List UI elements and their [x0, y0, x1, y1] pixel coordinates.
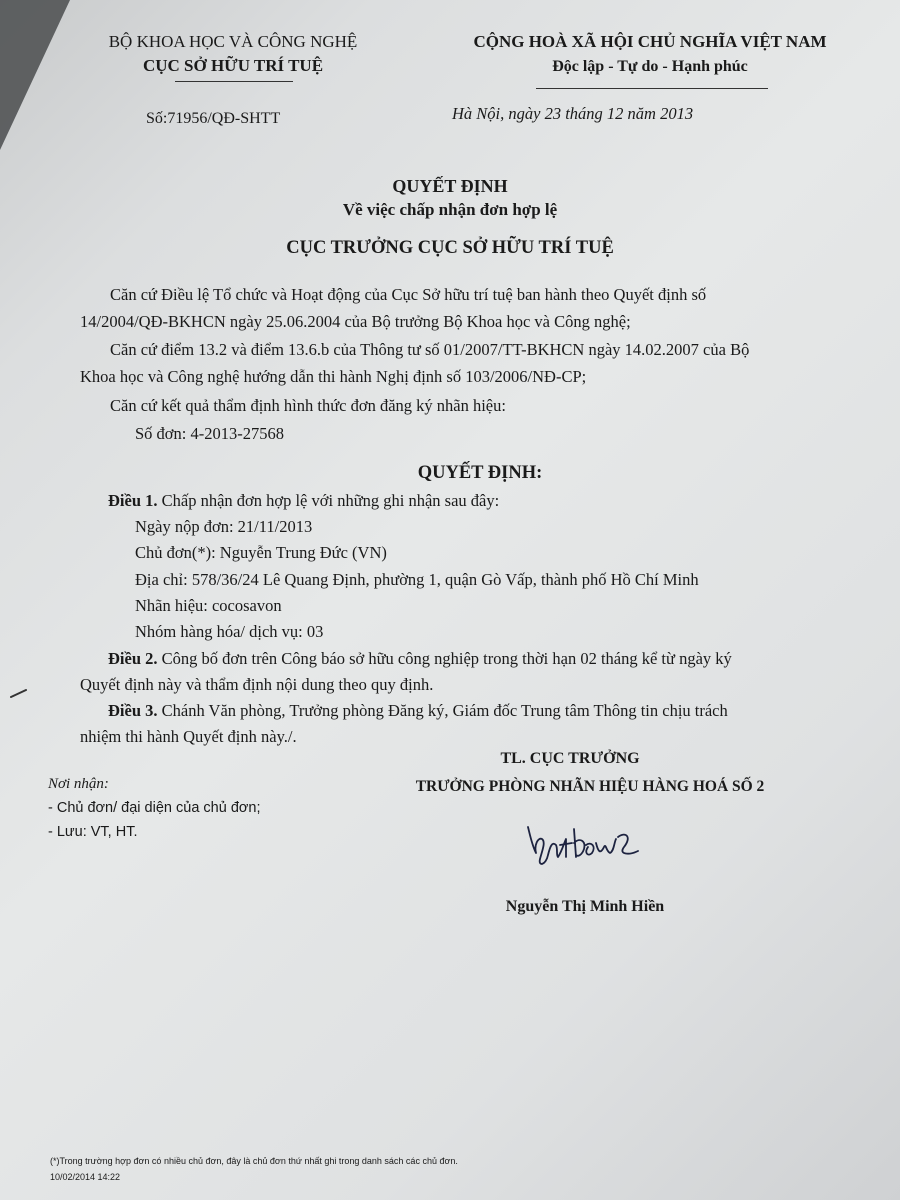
article-2-line-1	[108, 649, 732, 669]
basis-2-line-2: Khoa học và Công nghệ hướng dẫn thi hành Nghị định số 103/2006/NĐ-CP;	[80, 367, 587, 386]
signer-title-1: TL. CỤC TRƯỞNG	[500, 750, 640, 767]
recipient-2: - Lưu: VT, HT.	[48, 824, 138, 840]
recipient-1: - Chủ đơn/ đại diện của chủ đơn;	[48, 800, 261, 816]
article-3-line-2: nhiệm thi hành Quyết định này./.	[80, 727, 297, 746]
trademark-name: Nhãn hiệu: cocosavon	[135, 596, 282, 615]
signer-title-2: TRƯỞNG PHÒNG NHÃN HIỆU HÀNG HOÁ SỐ 2	[415, 778, 765, 795]
article-2-text: Công bố đơn trên Công báo sở hữu công nghiệp trong thời hạn 02 tháng kể từ ngày ký	[161, 649, 732, 668]
footnote: (*)Trong trường hợp đơn có nhiều chủ đơn, đây là chủ đơn thứ nhất ghi trong danh sách các chủ đơn.	[50, 1156, 458, 1166]
handwritten-signature	[520, 815, 650, 875]
basis-2-line-1: Căn cứ điểm 13.2 và điểm 13.6.b của Thông tư số 01/2007/TT-BKHCN ngày 14.02.2007 của Bộ	[110, 340, 750, 359]
ministry-name: BỘ KHOA HỌC VÀ CÔNG NGHỆ	[108, 32, 358, 51]
national-motto: Độc lập - Tự do - Hạnh phúc	[552, 58, 748, 75]
article-1-label: Điều 1.	[108, 491, 158, 510]
article-2-label: Điều 2.	[108, 649, 158, 668]
applicant-address: Địa chỉ: 578/36/24 Lê Quang Định, phường 1, quận Gò Vấp, thành phố Hồ Chí Minh	[135, 570, 699, 589]
filing-date: Ngày nộp đơn: 21/11/2013	[135, 517, 313, 536]
article-3-text: Chánh Văn phòng, Trưởng phòng Đăng ký, Giám đốc Trung tâm Thông tin chịu trách	[161, 701, 728, 720]
document-title: QUYẾT ĐỊNH	[392, 176, 508, 196]
basis-1-line-2: 14/2004/QĐ-BKHCN ngày 25.06.2004 của Bộ trưởng Bộ Khoa học và Công nghệ;	[80, 312, 631, 331]
article-3-line-1	[108, 701, 728, 721]
applicant: Chủ đơn(*): Nguyễn Trung Đức (VN)	[135, 543, 387, 562]
document-subject: Về việc chấp nhận đơn hợp lệ	[342, 200, 558, 219]
office-name: CỤC SỞ HỮU TRÍ TUỆ	[142, 56, 324, 75]
page-corner-shadow	[0, 0, 70, 150]
issuing-authority: CỤC TRƯỞNG CỤC SỞ HỮU TRÍ TUỆ	[286, 238, 614, 258]
motto-underline	[536, 88, 768, 89]
decision-number: Số:71956/QĐ-SHTT	[146, 110, 281, 127]
signer-name: Nguyễn Thị Minh Hiền	[505, 898, 665, 915]
recipients-label: Nơi nhận:	[48, 776, 109, 792]
print-timestamp: 10/02/2014 14:22	[50, 1172, 121, 1182]
margin-mark	[10, 688, 28, 698]
article-2-line-2: Quyết định này và thẩm định nội dung theo quy định.	[80, 675, 434, 694]
basis-3: Căn cứ kết quả thẩm định hình thức đơn đăng ký nhãn hiệu:	[110, 396, 506, 415]
article-1-text: Chấp nhận đơn hợp lệ với những ghi nhận sau đây:	[161, 491, 500, 510]
office-underline	[175, 81, 293, 82]
republic-name: CỘNG HOÀ XÃ HỘI CHỦ NGHĨA VIỆT NAM	[473, 32, 827, 51]
basis-1-line-1: Căn cứ Điều lệ Tổ chức và Hoạt động của Cục Sở hữu trí tuệ ban hành theo Quyết định số	[110, 285, 707, 304]
decision-heading: QUYẾT ĐỊNH:	[417, 463, 543, 483]
article-1	[108, 491, 499, 511]
article-3-label: Điều 3.	[108, 701, 158, 720]
application-number: Số đơn: 4-2013-27568	[135, 424, 284, 443]
place-date: Hà Nội, ngày 23 tháng 12 năm 2013	[452, 104, 694, 123]
goods-services-class: Nhóm hàng hóa/ dịch vụ: 03	[135, 622, 324, 641]
